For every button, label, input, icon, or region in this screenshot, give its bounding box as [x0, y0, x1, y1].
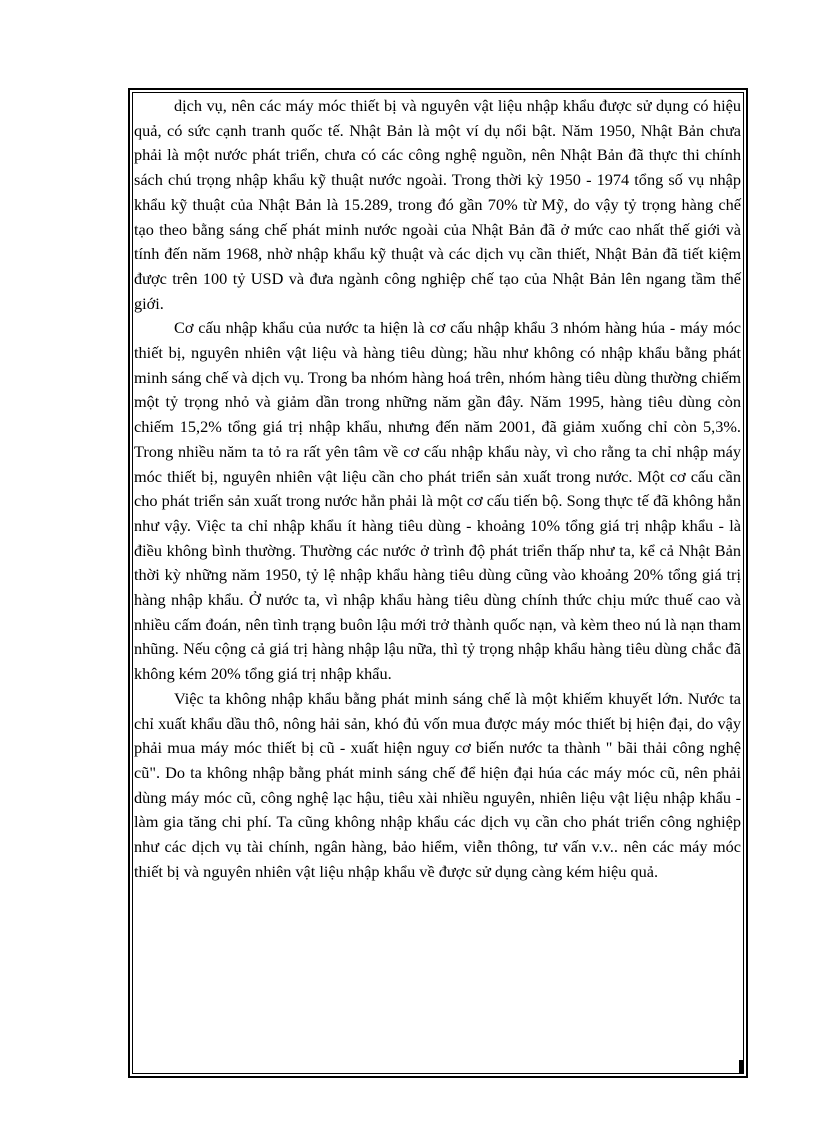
- page-corner-mark: [739, 1060, 743, 1074]
- paragraph-3: Việc ta không nhập khẩu bằng phát minh sáng chế là một khiếm khuyết lớn. Nước ta chỉ xuất khẩu dầu thô, nông hải sản, khó đủ vốn mua được máy móc thiết bị hiện đại, do vậy phải mua máy móc thiết bị cũ - xuất hiện nguy cơ biến nước ta thành " bãi thải công nghệ cũ". Do ta không nhập bằng phát minh sáng chế để hiện đại húa các máy móc cũ, nên phải dùng máy móc cũ, công nghệ lạc hậu, tiêu xài nhiều nguyên, nhiên liệu vật liệu nhập khẩu - làm gia tăng chi phí. Ta cũng không nhập khẩu các dịch vụ cần cho phát triển công nghiệp như các dịch vụ tài chính, ngân hàng, bảo hiểm, viễn thông, tư vấn v.v.. nên các máy móc thiết bị và nguyên nhiên vật liệu nhập khẩu về được sử dụng càng kém hiệu quả.: [134, 688, 741, 881]
- paragraph-2: Cơ cấu nhập khẩu của nước ta hiện là cơ cấu nhập khẩu 3 nhóm hàng húa - máy móc thiết bị, nguyên nhiên vật liệu và hàng tiêu dùng; hầu như không có nhập khẩu bằng phát minh sáng chế và dịch vụ. Trong ba nhóm hàng hoá trên, nhóm hàng tiêu dùng thường chiếm một tỷ trọng nhỏ và giảm dần trong những năm gần đây. Năm 1995, hàng tiêu dùng còn chiếm 15,2% tổng giá trị nhập khẩu, nhưng đến năm 2001, đã giảm xuống chỉ còn 5,3%. Trong nhiều năm ta tỏ ra rất yên tâm về cơ cấu nhập khẩu này, vì cho rằng ta chỉ nhập máy móc thiết bị, nguyên nhiên vật liệu cần cho phát triển sản xuất trong nước. Một cơ cấu cần cho phát triển sản xuất trong nước hẳn phải là một cơ cấu tiến bộ. Song thực tế đã không hẳn như vậy. Việc ta chỉ nhập khẩu ít hàng tiêu dùng - khoảng 10% tổng giá trị nhập khẩu - là điều không bình thường. Thường các nước ở trình độ phát triển thấp như ta, kể cả Nhật Bản thời kỳ những năm 1950, tỷ lệ nhập khẩu hàng tiêu dùng cũng vào khoảng 20% tổng giá trị hàng nhập khẩu. Ở nước ta, vì nhập khẩu hàng tiêu dùng chính thức chịu mức thuế cao và nhiều cấm đoán, nên tình trạng buôn lậu mới trở thành quốc nạn, và kèm theo nú là nạn tham nhũng. Nếu cộng cả giá trị hàng nhập lậu nữa, thì tỷ trọng nhập khẩu hàng tiêu dùng chắc đã không kém 20% tổng giá trị nhập khẩu.: [134, 318, 741, 684]
- document-body: [134, 94, 741, 885]
- paragraph-1: dịch vụ, nên các máy móc thiết bị và nguyên vật liệu nhập khẩu được sử dụng có hiệu quả, có sức cạnh tranh quốc tế. Nhật Bản là một ví dụ nổi bật. Năm 1950, Nhật Bản chưa phải là một nước phát triển, chưa có các công nghệ nguồn, nên Nhật Bản đã thực thi chính sách chú trọng nhập khẩu kỹ thuật nước ngoài. Trong thời kỳ 1950 - 1974 tổng số vụ nhập khẩu kỹ thuật của Nhật Bản là 15.289, trong đó gần 70% từ Mỹ, do vậy tỷ trọng hàng chế tạo theo bằng sáng chế phát minh nước ngoài của Nhật Bản đã ở mức cao nhất thế giới và tính đến năm 1968, nhờ nhập khẩu kỹ thuật và các dịch vụ cần thiết, Nhật Bản đã tiết kiệm được trên 100 tỷ USD và đưa ngành công nghiệp chế tạo của Nhật Bản lên ngang tầm thế giới.: [134, 96, 741, 313]
